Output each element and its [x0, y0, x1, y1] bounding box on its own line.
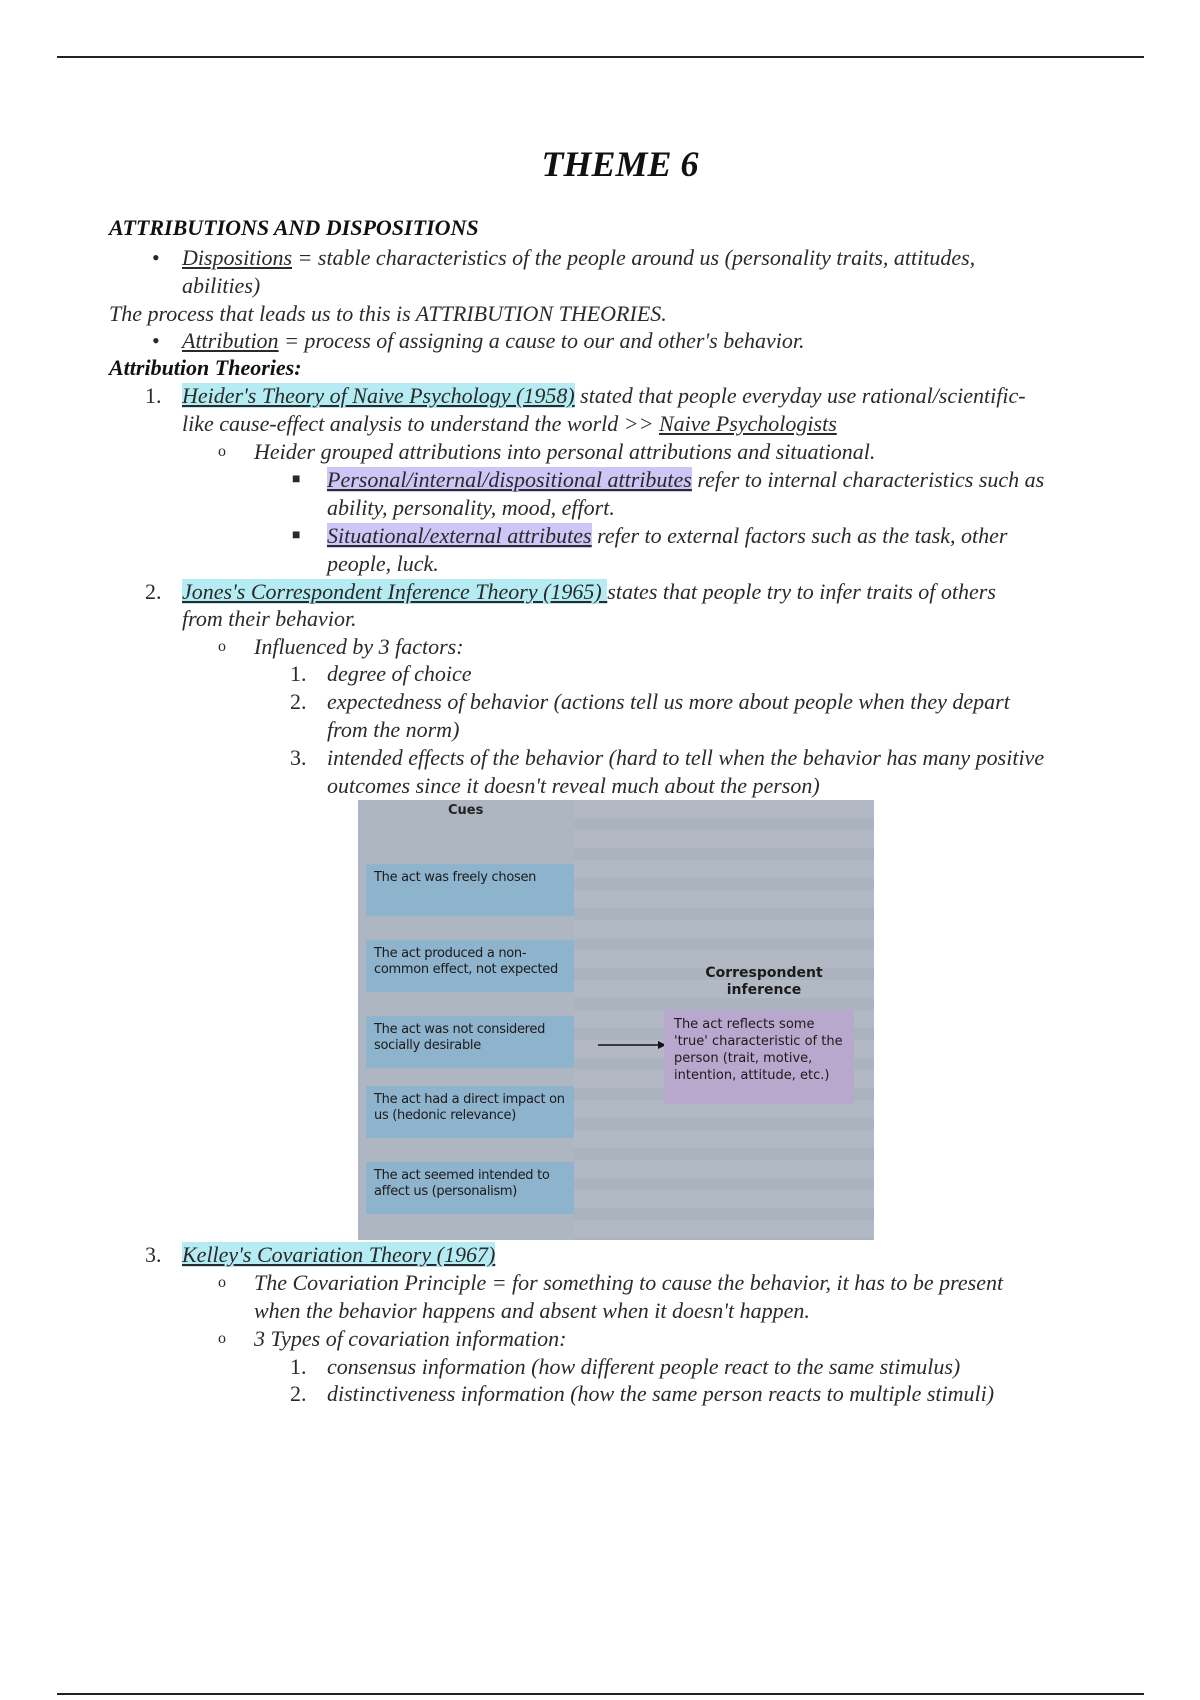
situational-line1	[327, 522, 1008, 550]
section-heading: ATTRIBUTIONS AND DISPOSITIONS	[109, 215, 479, 240]
type-number: 2.	[290, 1381, 307, 1406]
factor-number: 1.	[290, 661, 307, 686]
factor-text-cont: outcomes since it doesn't reveal much about the person)	[327, 773, 820, 798]
square-bullet-icon: ■	[292, 528, 301, 543]
page-title: THEME 6	[541, 144, 699, 184]
covariation-types-intro: 3 Types of covariation information:	[254, 1326, 567, 1351]
bullet-icon: •	[152, 245, 160, 270]
theory1-line1	[182, 382, 1026, 410]
bottom-rule	[57, 1693, 1144, 1695]
theory2-line2: from their behavior.	[182, 606, 357, 631]
attribution-def: = process of assigning a cause to our and other's behavior.	[278, 328, 805, 353]
dispositions-term: Dispositions	[182, 245, 293, 270]
top-rule	[57, 56, 1144, 58]
personal-line1	[327, 466, 1044, 494]
theory2-line1	[182, 578, 996, 606]
dispositions-def: = stable characteristics of the people around us (personality traits, attitudes,	[292, 245, 976, 270]
factor-text: expectedness of behavior (actions tell us more about people when they depart	[327, 689, 1010, 714]
factor-text-cont: from the norm)	[327, 717, 460, 742]
theory3-line1	[182, 1241, 495, 1269]
circle-bullet-icon: o	[218, 638, 226, 655]
correspondent-inference-figure	[358, 800, 874, 1240]
theory1-text2: like cause-effect analysis to understand the world >>	[182, 411, 659, 436]
process-line: The process that leads us to this is ATTRIBUTION THEORIES.	[109, 301, 667, 326]
theory1-sub: Heider grouped attributions into personal attributions and situational.	[254, 439, 876, 464]
arrow-icon	[598, 1038, 668, 1052]
personal-text1: refer to internal characteristics such as	[691, 467, 1045, 492]
theory2-text1: states that people try to infer traits of others	[607, 579, 996, 604]
theory2-name: Jones's Correspondent Inference Theory (1965)	[182, 579, 608, 604]
covariation-principle: The Covariation Principle = for something to cause the behavior, it has to be present	[254, 1270, 1004, 1295]
situational-term: Situational/external attributes	[327, 523, 592, 548]
theory1-text1: stated that people everyday use rational/scientific-	[574, 383, 1026, 408]
attribution-term: Attribution	[182, 328, 279, 353]
circle-bullet-icon: o	[218, 1330, 226, 1347]
attribution-line	[182, 327, 805, 355]
theory1-name: Heider's Theory of Naive Psychology (1958)	[182, 383, 575, 408]
cue-box: The act had a direct impact on us (hedonic relevance)	[366, 1086, 574, 1138]
type-text: consensus information (how different people react to the same stimulus)	[327, 1354, 961, 1379]
personal-term: Personal/internal/dispositional attributes	[327, 467, 692, 492]
theory1-number: 1.	[145, 383, 162, 408]
theories-heading: Attribution Theories:	[109, 355, 302, 380]
square-bullet-icon: ■	[292, 472, 301, 487]
naive-psychologists: Naive Psychologists	[658, 411, 837, 436]
circle-bullet-icon: o	[218, 443, 226, 460]
cue-box: The act was not considered socially desirable	[366, 1016, 574, 1068]
dispositions-line	[182, 244, 975, 272]
cues-header: Cues	[448, 803, 484, 818]
cue-box: The act seemed intended to affect us (personalism)	[366, 1162, 574, 1214]
theory3-number: 3.	[145, 1242, 162, 1267]
cue-box: The act was freely chosen	[366, 864, 574, 916]
theory3-name: Kelley's Covariation Theory (1967)	[182, 1242, 496, 1267]
factor-number: 2.	[290, 689, 307, 714]
inference-label: Correspondent inference	[705, 965, 823, 998]
theory1-line2	[182, 410, 837, 438]
factor-text: degree of choice	[327, 661, 472, 686]
type-number: 1.	[290, 1354, 307, 1379]
covariation-principle-cont: when the behavior happens and absent when it doesn't happen.	[254, 1298, 810, 1323]
dispositions-def-cont: abilities)	[182, 273, 261, 298]
cue-box: The act produced a non-common effect, not expected	[366, 940, 574, 992]
inference-box: The act reflects some 'true' characteristic of the person (trait, motive, intention, attitude, etc.)	[664, 1010, 854, 1104]
bullet-icon: •	[152, 328, 160, 353]
theory2-number: 2.	[145, 579, 162, 604]
situational-text1: refer to external factors such as the task, other	[591, 523, 1008, 548]
circle-bullet-icon: o	[218, 1274, 226, 1291]
factor-number: 3.	[290, 745, 307, 770]
factor-text: intended effects of the behavior (hard to tell when the behavior has many positive	[327, 745, 1045, 770]
type-text: distinctiveness information (how the same person reacts to multiple stimuli)	[327, 1381, 995, 1406]
theory2-sub: Influenced by 3 factors:	[254, 634, 464, 659]
situational-line2: people, luck.	[327, 551, 439, 576]
personal-line2: ability, personality, mood, effort.	[327, 495, 615, 520]
